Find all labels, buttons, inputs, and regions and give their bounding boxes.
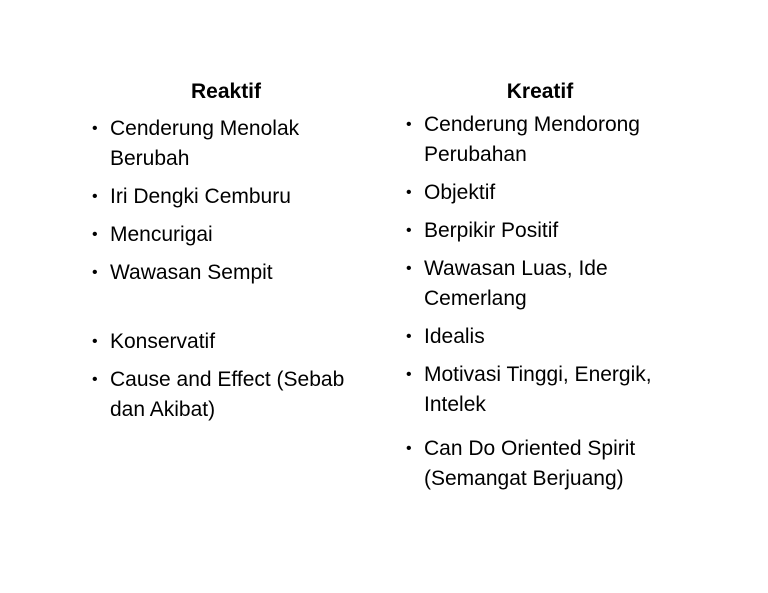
list-item <box>404 178 704 208</box>
list-item <box>404 254 704 314</box>
list-item <box>404 110 704 170</box>
bullet-icon: • <box>92 226 98 243</box>
list-item-text: Konservatif <box>110 330 216 353</box>
bullet-icon: • <box>406 260 412 277</box>
list-item-text: Can Do Oriented Spirit (Semangat Berjuang) <box>424 437 636 490</box>
list-item <box>404 216 704 246</box>
list-item <box>404 360 704 420</box>
list-item <box>404 322 704 352</box>
list-item-text: Iri Dengki Cemburu <box>110 185 291 208</box>
list-item <box>90 258 380 288</box>
bullet-icon: • <box>406 222 412 239</box>
list-item-text: Cenderung Mendorong Perubahan <box>424 113 640 166</box>
bullet-icon: • <box>406 328 412 345</box>
list-item-text: Mencurigai <box>110 223 213 246</box>
list-item <box>90 365 380 425</box>
list-item-text: Idealis <box>424 325 485 348</box>
list-item-text: Berpikir Positif <box>424 219 559 242</box>
list-item <box>90 182 380 212</box>
bullet-icon: • <box>92 188 98 205</box>
list-item-text: Cenderung Menolak Berubah <box>110 117 300 170</box>
kreatif-list <box>404 110 704 494</box>
bullet-icon: • <box>92 371 98 388</box>
list-item <box>90 114 380 174</box>
list-item <box>90 327 380 357</box>
list-item-text: Motivasi Tinggi, Energik, Intelek <box>424 363 652 416</box>
list-item <box>404 434 704 494</box>
list-item-text: Objektif <box>424 181 496 204</box>
bullet-icon: • <box>92 333 98 350</box>
reaktif-heading: Reaktif <box>190 80 262 103</box>
bullet-icon: • <box>406 116 412 133</box>
kreatif-heading: Kreatif <box>506 80 574 103</box>
list-item <box>90 220 380 250</box>
bullet-icon: • <box>92 120 98 137</box>
reaktif-list <box>90 114 380 425</box>
bullet-icon: • <box>406 440 412 457</box>
list-item-text: Wawasan Luas, Ide Cemerlang <box>424 257 608 310</box>
bullet-icon: • <box>92 264 98 281</box>
list-item-text: Cause and Effect (Sebab dan Akibat) <box>110 368 345 421</box>
kreatif-column <box>404 78 704 494</box>
bullet-icon: • <box>406 184 412 201</box>
list-item-text: Wawasan Sempit <box>110 261 273 284</box>
bullet-icon: • <box>406 366 412 383</box>
reaktif-column <box>90 78 380 425</box>
